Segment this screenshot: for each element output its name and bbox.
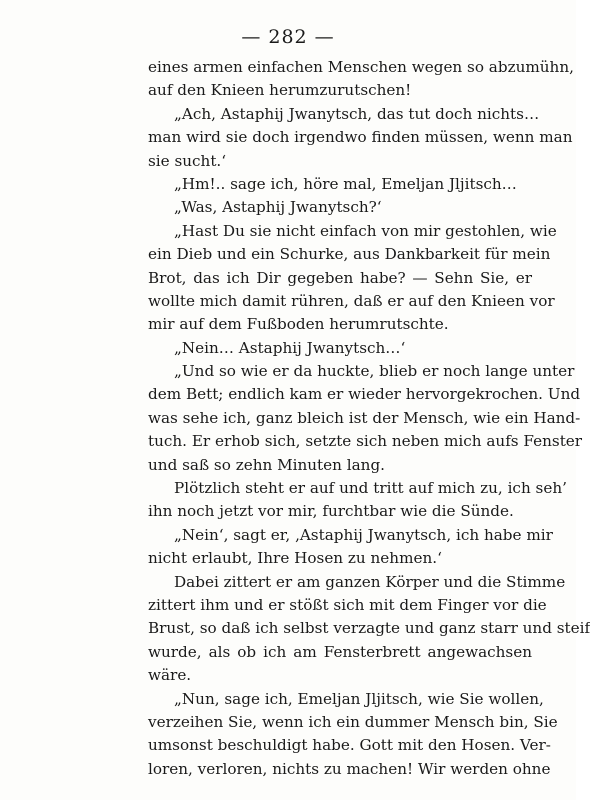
text-line: was sehe ich, ganz bleich ist der Mensch, wie ein Hand- [148, 408, 581, 427]
text-line: „Was, Astaphij Jwanytsch?‘ [174, 198, 382, 217]
text-line: mir auf dem Fußboden herumrutschte. [148, 315, 449, 334]
text-line: ein Dieb und ein Schurke, aus Dankbarkeit für mein [148, 245, 551, 264]
text-line: wurde, als ob ich am Fensterbrett angewachsen [148, 642, 532, 661]
text-line: Brot, das ich Dir gegeben habe? — Sehn Sie, er [148, 268, 532, 287]
text-line: Plötzlich steht er auf und tritt auf mich zu, ich seh’ [174, 479, 567, 498]
text-line: wollte mich damit rühren, daß er auf den Knieen vor [148, 291, 555, 310]
text-line: ihn noch jetzt vor mir, furchtbar wie die Sünde. [148, 502, 514, 521]
text-line: „Nein… Astaphij Jwanytsch…‘ [174, 338, 406, 357]
text-line: dem Bett; endlich kam er wieder hervorgekrochen. Und [148, 385, 581, 404]
text-line: wäre. [148, 666, 192, 685]
text-line: verzeihen Sie, wenn ich ein dummer Mensch bin, Sie [148, 712, 558, 731]
text-line: sie sucht.‘ [148, 151, 227, 170]
text-line: Dabei zittert er am ganzen Körper und die Stimme [174, 572, 566, 591]
text-line: und saß so zehn Minuten lang. [148, 455, 385, 474]
text-line: nicht erlaubt, Ihre Hosen zu nehmen.‘ [148, 549, 442, 568]
page-number: — 282 — [241, 26, 335, 48]
text-line: „Nein‘, sagt er, ‚Astaphij Jwanytsch, ich habe mir [174, 525, 553, 544]
body-text [148, 56, 590, 781]
text-line: zittert ihm und er stößt sich mit dem Finger vor die [148, 595, 547, 614]
text-line: „Und so wie er da huckte, blieb er noch lange unter [174, 362, 575, 381]
text-line: „Hm!.. sage ich, höre mal, Emeljan Jljitsch… [174, 174, 517, 193]
text-line: loren, verloren, nichts zu machen! Wir werden ohne [148, 759, 551, 778]
text-line: auf den Knieen herumzurutschen! [148, 81, 412, 100]
text-line: „Ach, Astaphij Jwanytsch, das tut doch nichts… [174, 104, 540, 123]
text-line: „Nun, sage ich, Emeljan Jljitsch, wie Sie wollen, [174, 689, 544, 708]
text-line: „Hast Du sie nicht einfach von mir gestohlen, wie [174, 221, 557, 240]
text-line: Brust, so daß ich selbst verzagte und ganz starr und steif [148, 619, 590, 638]
text-line: man wird sie doch irgendwo finden müssen, wenn man [148, 128, 573, 147]
text-line: tuch. Er erhob sich, setzte sich neben mich aufs Fenster [148, 432, 583, 451]
text-line: umsonst beschuldigt habe. Gott mit den Hosen. Ver- [148, 736, 551, 755]
text-line: eines armen einfachen Menschen wegen so abzumühn, [148, 58, 574, 76]
